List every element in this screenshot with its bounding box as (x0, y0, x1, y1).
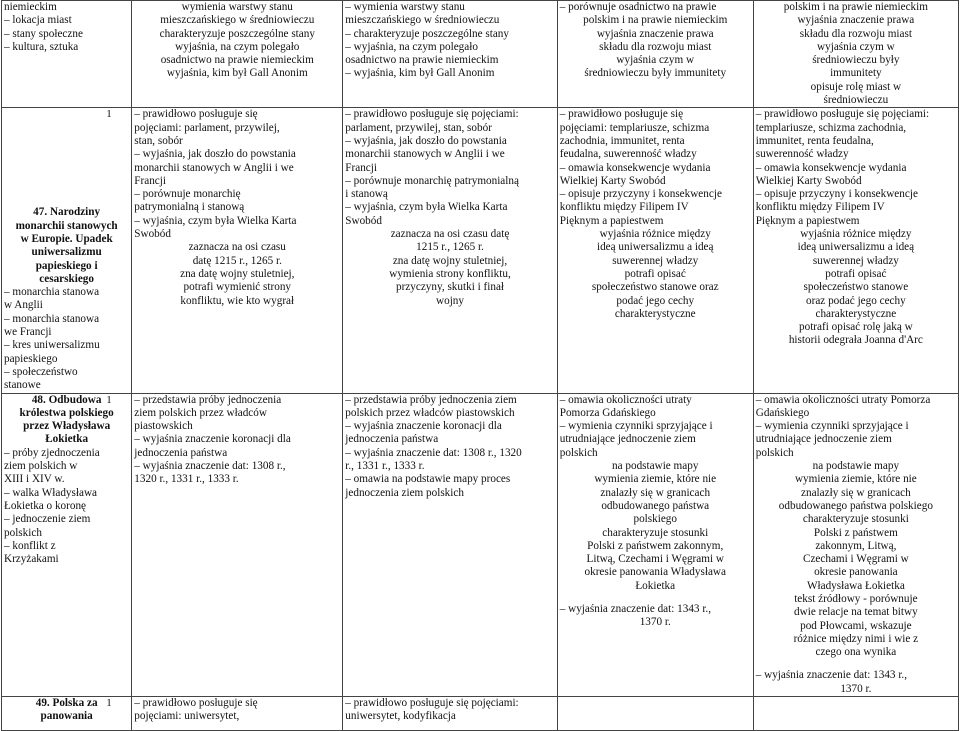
requirement-line: Litwą, Czechami i Węgrami w (586, 553, 724, 566)
topic-line: we Francji (4, 326, 52, 339)
requirement-line: osadnictwo na prawie niemieckim (160, 54, 314, 67)
requirement-line: 1320 r., 1331 r., 1333 r. (134, 473, 239, 486)
topic-line: Krzyżakami (4, 553, 59, 566)
topic-line: – jednoczenie ziem (4, 513, 91, 526)
requirements-cell-c4 (753, 393, 958, 697)
requirement-line: historii odegrała Joanna d'Arc (788, 334, 923, 347)
requirement-line: polskim i na prawie niemieckim (783, 1, 928, 13)
requirement-line: Pięknym a papiestwem (755, 214, 860, 227)
requirement-line: odbudowanego państwa (601, 499, 710, 512)
requirement-line: Francji (134, 174, 166, 187)
requirement-line: Swobód (134, 228, 171, 241)
requirements-cell-c4 (753, 108, 958, 393)
spacer (756, 659, 956, 669)
requirement-line: Wielkiej Karty Swobód (755, 174, 862, 187)
requirement-line: Władysława Łokietka (806, 579, 905, 592)
requirement-line: znalazły się w granicach (600, 486, 711, 499)
topic-line: 48. Odbudowa (31, 393, 102, 406)
topic-cell (2, 393, 132, 697)
requirement-line: immunitety (830, 67, 882, 80)
requirement-line: wyjaśnia różnice między (800, 228, 912, 241)
requirement-line: – prawidłowo posługuje się pojęciami: (345, 697, 519, 710)
requirement-line: tekst źródłowy - porównuje (794, 592, 918, 605)
requirement-line: różnice między nimi i wie z (793, 632, 919, 645)
requirement-line: charakterystyczne (614, 307, 696, 320)
requirement-line: – prawidłowo posługuje się pojęciami: (755, 108, 930, 121)
requirement-line: – prawidłowo posługuje się (134, 108, 258, 121)
requirement-line: – wyjaśnia, czym była Wielka Karta (345, 201, 508, 214)
requirement-line: monarchii stanowych w Anglii i we (134, 161, 294, 174)
requirement-line: polskiego (633, 513, 677, 526)
requirement-line: opisuje rolę miast w (810, 80, 902, 93)
requirement-line: wymienia ziemie, które nie (594, 473, 717, 486)
requirement-line: społeczeństwo stanowe (803, 281, 909, 294)
requirement-line: zna datę wojny stuletniej, (180, 267, 295, 280)
requirement-line: społeczeństwo stanowe oraz (591, 281, 719, 294)
requirement-line: 1370 r. (639, 616, 671, 629)
requirement-line: okresie panowania (814, 566, 898, 579)
topic-line: stanowe (4, 379, 41, 392)
topic-line: Łokietka o koronę (4, 499, 87, 512)
topic-line: – konflikt z (4, 539, 56, 552)
requirement-line: – omawia okoliczności utraty Pomorza (755, 393, 931, 406)
requirement-line: średniowieczu (823, 94, 889, 107)
requirement-line: – przedstawia próby jednoczenia (134, 393, 282, 406)
requirement-line: – wymienia czynniki sprzyjające i (559, 420, 713, 433)
requirement-line: charakteryzuje stosunki (602, 526, 709, 539)
requirement-line: osadnictwo na prawie niemieckim (345, 54, 499, 67)
requirement-line: – charakteryzuje poszczególne stany (345, 27, 509, 40)
requirement-line: wymienia strony konfliktu, (389, 267, 511, 280)
topic-line: – walka Władysława (4, 486, 97, 499)
requirement-line: uniwersytet, kodyfikacja (345, 710, 456, 723)
requirement-line: – omawia konsekwencje wydania (559, 161, 711, 174)
requirement-line: potrafi wymienić strony (183, 281, 292, 294)
requirement-line: – wyjaśnia znaczenie koronacji dla (345, 420, 502, 433)
topic-line: przez Władysława (23, 420, 111, 433)
topic-line: XIII i XIV w. (4, 473, 65, 486)
requirement-line: polskich (559, 446, 598, 459)
requirement-line: parlament, przywilej, stan, sobór (345, 121, 492, 134)
requirement-line: wyjaśnia czym w (817, 40, 895, 53)
requirement-line: – wyjaśnia, jak doszło do powstania (345, 134, 507, 147)
requirements-cell-c1 (106, 393, 343, 697)
requirement-line: konfliktu między Filipem IV (755, 201, 885, 214)
requirement-line: feudalna, suwerenność władzy (559, 148, 697, 161)
requirement-line: średniowieczu były immunitety (584, 67, 727, 80)
requirement-line: utrudniające jednoczenie ziem (559, 433, 696, 446)
topic-line: w Anglii (4, 299, 43, 312)
requirement-line: zna datę wojny stuletniej, (392, 254, 508, 267)
requirement-line: ideą uniwersalizmu a ideą (596, 241, 714, 254)
requirement-line: znalazły się w granicach (801, 486, 911, 499)
requirement-line: wyjaśnia znaczenie prawa (797, 14, 915, 27)
topic-line: królestwa polskiego (19, 406, 114, 419)
requirements-cell-c3 (557, 1, 753, 108)
topic-line: Łokietka (45, 433, 89, 446)
requirement-line: r., 1331 r., 1333 r. (345, 460, 425, 473)
requirement-line: zakonnym, Litwą, (815, 539, 897, 552)
topic-line: uniwersalizmu (31, 246, 102, 259)
requirement-line: – porównuje monarchię (134, 188, 241, 201)
requirement-line: składu dla rozwoju miast (799, 27, 912, 40)
topic-cell (2, 108, 132, 393)
requirement-line: wyjaśnia różnice między (599, 228, 711, 241)
requirement-line: zaznacza na osi czasu (188, 241, 286, 254)
requirement-line: średniowieczu były (812, 54, 900, 67)
topic-line: 49. Polska za (35, 697, 98, 710)
requirement-line: – przedstawia próby jednoczenia ziem (345, 393, 517, 406)
requirement-line: – wyjaśnia, kim był Gall Anonim (345, 67, 495, 80)
requirement-line: Francji (345, 161, 377, 174)
requirement-line: templariusze, schizma zachodnia, (755, 121, 907, 134)
topic-line: – społeczeństwo (4, 365, 78, 378)
requirement-line: na podstawie mapy (812, 460, 900, 473)
requirement-line: charakterystyczne (815, 307, 897, 320)
lesson-hours: 1 (106, 108, 112, 121)
requirements-cell-c4 (753, 697, 958, 731)
topic-line: papieskiego i (35, 259, 98, 272)
requirement-line: – wyjaśnia, jak doszło do powstania (134, 148, 296, 161)
table-row (2, 393, 959, 697)
requirement-line: składu dla rozwoju miast (599, 40, 712, 53)
requirement-line: – opisuje przyczyny i konsekwencje (559, 188, 722, 201)
requirement-line: suwerenność władzy (755, 148, 849, 161)
requirement-line: Gdańskiego (755, 406, 810, 419)
requirement-line: polskich przez władców piastowskich (345, 406, 515, 419)
requirement-line: polskich (755, 446, 794, 459)
requirement-line: wyjaśnia czym w (616, 54, 695, 67)
requirement-line: – prawidłowo posługuje się (134, 697, 258, 710)
requirement-line: pojęciami: parlament, przywilej, (134, 121, 280, 134)
table-row (2, 697, 959, 731)
topic-line: w Europie. Upadek (20, 232, 113, 245)
requirement-line: monarchii stanowych w Anglii i we (345, 148, 505, 161)
requirements-cell-c1 (106, 108, 343, 393)
requirement-line: – omawia okoliczności utraty (559, 393, 692, 406)
requirement-line: wymienia ziemie, które nie (794, 473, 917, 486)
requirement-line: jednoczenia państwa (134, 446, 228, 459)
topic-line: – kultura, sztuka (4, 40, 79, 53)
requirement-line: wyjaśnia znaczenie prawa (596, 27, 714, 40)
requirement-line: ideą uniwersalizmu a ideą (797, 241, 915, 254)
topic-line: monarchii stanowych (15, 219, 118, 232)
requirements-cell-c3 (557, 108, 753, 393)
requirement-line: – prawidłowo posługuje się pojęciami: (345, 108, 519, 121)
requirement-line: pod Płowcami, wskazuje (800, 619, 912, 632)
requirement-line: 1370 r. (840, 682, 872, 695)
requirement-line: zaznacza na osi czasu datę (390, 228, 510, 241)
requirement-line: mieszczańskiego w średniowieczu (345, 14, 500, 27)
topic-line: – monarchia stanowa (4, 286, 100, 299)
requirement-line: pojęciami: uniwersytet, (134, 710, 240, 723)
topic-line: polskich (4, 526, 42, 539)
requirements-cell-c2 (343, 393, 557, 697)
requirement-line: wyjaśnia, kim był Gall Anonim (166, 67, 308, 80)
requirement-line: potrafi opisać rolę jaką w (799, 321, 913, 334)
requirement-line: Łokietka (635, 579, 676, 592)
requirement-line: – prawidłowo posługuje się (559, 108, 684, 121)
requirement-line: piastowskich (134, 420, 193, 433)
requirement-line: stan, sobór (134, 134, 183, 147)
requirement-line: okresie panowania Władysława (584, 566, 726, 579)
requirement-line: przyczyny, skutki i finał (396, 281, 505, 294)
requirement-line: – wyjaśnia znaczenie dat: 1308 r., 1320 (345, 446, 522, 459)
requirements-cell-c2 (343, 108, 557, 393)
requirement-line: Swobód (345, 214, 382, 227)
requirement-line: wymienia warstwy stanu (181, 1, 293, 13)
requirement-line: – wyjaśnia znaczenie dat: 1343 r., (755, 669, 908, 682)
requirements-cell-c1 (106, 697, 343, 731)
requirement-line: 1215 r., 1265 r. (416, 241, 484, 254)
requirement-line: konfliktu między Filipem IV (559, 201, 689, 214)
topic-line: – stany społeczne (4, 27, 83, 40)
requirement-line: i stanową (345, 188, 388, 201)
requirement-line: – wymienia warstwy stanu (345, 1, 465, 13)
lesson-hours: 1 (106, 697, 112, 710)
topic-line: niemieckim (4, 1, 57, 13)
topic-line: panowania (40, 710, 93, 723)
requirement-line: – wymienia czynniki sprzyjające i (755, 420, 909, 433)
requirement-line: wojny (436, 294, 464, 307)
requirements-cell-c4 (753, 1, 958, 108)
topic-line: – próby zjednoczenia (4, 446, 100, 459)
topic-line: – monarchia stanowa (4, 312, 100, 325)
requirement-line: – opisuje przyczyny i konsekwencje (755, 188, 918, 201)
spacer (560, 593, 751, 603)
requirement-line: immunitet, renta feudalna, (755, 134, 874, 147)
topic-cell (2, 697, 132, 731)
topic-cell (2, 1, 132, 108)
requirement-line: czego ona wynika (815, 646, 897, 659)
requirement-line: ziem polskich przez władców (134, 406, 267, 419)
requirement-line: potrafi opisać (624, 267, 686, 280)
requirement-line: konfliktu, wie kto wygrał (180, 294, 295, 307)
requirement-line: jednoczenia państwa (345, 433, 439, 446)
topic-line: papieskiego (4, 352, 58, 365)
requirements-cell-c3 (557, 393, 753, 697)
requirements-cell-c3 (557, 697, 753, 731)
requirement-line: charakteryzuje stosunki (802, 513, 909, 526)
requirement-line: pojęciami: templariusze, schizma (559, 121, 710, 134)
requirement-line: Polski z państwem zakonnym, (587, 539, 724, 552)
requirement-line: suwerennej władzy (612, 254, 699, 267)
topic-line: 47. Narodziny (33, 206, 101, 219)
topic-line: ziem polskich w (4, 460, 78, 473)
requirement-line: utrudniające jednoczenie ziem (755, 433, 892, 446)
requirement-line: – porównuje osadnictwo na prawie (559, 1, 717, 13)
requirements-cell-c2 (343, 1, 557, 108)
requirement-line: polskim i na prawie niemieckim (583, 14, 728, 27)
requirement-line: na podstawie mapy (612, 460, 699, 473)
table-row (2, 108, 959, 393)
requirement-line: – porównuje monarchię patrymonialną (345, 174, 519, 187)
requirement-line: – wyjaśnia, na czym polegało (345, 40, 478, 53)
requirement-line: – omawia na podstawie mapy proces (345, 473, 511, 486)
requirement-line: zachodnia, immunitet, renta (559, 134, 685, 147)
requirement-line: jednoczenia ziem polskich (345, 486, 464, 499)
requirement-line: datę 1215 r., 1265 r. (192, 254, 282, 267)
requirement-line: odbudowanego państwa polskiego (778, 499, 933, 512)
lesson-hours: 1 (106, 393, 112, 406)
topic-line: cesarskiego (39, 272, 94, 285)
requirement-line: Czechami i Węgrami w (803, 553, 909, 566)
requirement-line: Pięknym a papiestwem (559, 214, 664, 227)
table-row (2, 1, 959, 108)
requirement-line: oraz podać jego cechy (806, 294, 906, 307)
requirement-line: Polski z państwem (813, 526, 898, 539)
topic-line: – kres uniwersalizmu (4, 339, 100, 352)
requirement-line: charakteryzuje poszczególne stany (159, 27, 315, 40)
requirement-line: – wyjaśnia znaczenie dat: 1343 r., (559, 602, 712, 615)
requirement-line: Wielkiej Karty Swobód (559, 174, 666, 187)
requirement-line: – wyjaśnia znaczenie koronacji dla (134, 433, 291, 446)
curriculum-table (1, 0, 959, 731)
requirement-line: dwie relacje na temat bitwy (794, 606, 918, 619)
requirement-line: – wyjaśnia, czym była Wielka Karta (134, 214, 297, 227)
requirement-line: suwerennej władzy (812, 254, 899, 267)
requirement-line: – wyjaśnia znaczenie dat: 1308 r., (134, 460, 286, 473)
requirements-cell-c2 (343, 697, 557, 731)
requirement-line: Pomorza Gdańskiego (559, 406, 656, 419)
topic-line: – lokacja miast (4, 14, 72, 27)
requirement-line: wyjaśnia, na czym polegało (175, 40, 300, 53)
requirement-line: patrymonialną i stanową (134, 201, 245, 214)
requirement-line: potrafi opisać (825, 267, 887, 280)
requirement-line: mieszczańskiego w średniowieczu (160, 14, 315, 27)
requirement-line: podać jego cechy (616, 294, 695, 307)
requirements-cell-c1 (132, 1, 343, 108)
requirement-line: – omawia konsekwencje wydania (755, 161, 907, 174)
